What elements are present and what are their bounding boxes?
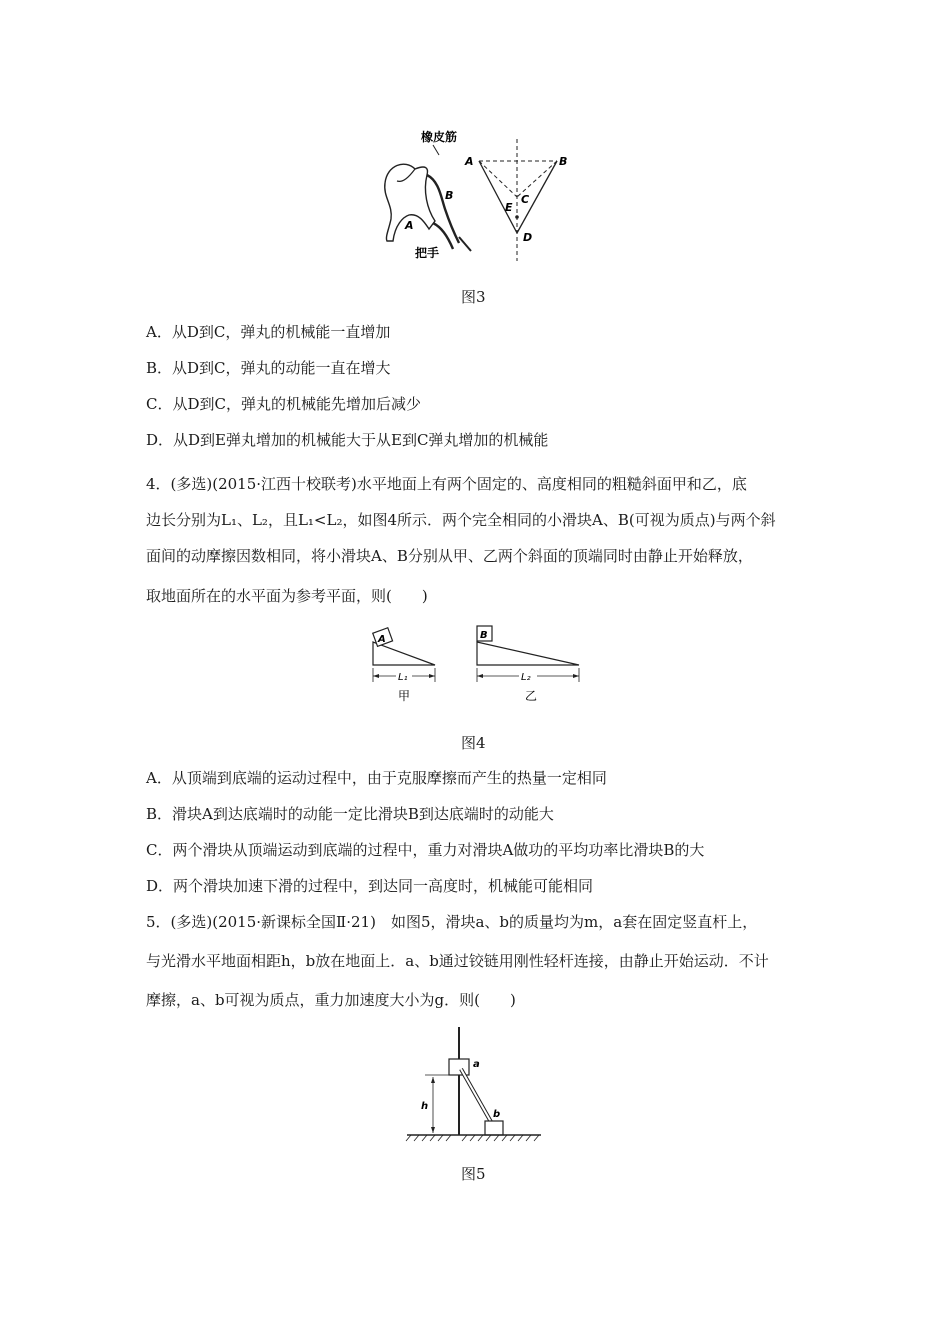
slider-a-label: a bbox=[473, 1059, 480, 1070]
q4-option-a: A．从顶端到底端的运动过程中，由于克服摩擦而产生的热量一定相同 bbox=[146, 769, 607, 787]
height-h-label: h bbox=[421, 1101, 429, 1112]
handle-label: 把手 bbox=[415, 246, 440, 260]
slope-jia bbox=[373, 642, 435, 665]
triangle-label-d: D bbox=[523, 231, 533, 244]
figure-3-caption: 图3 bbox=[461, 288, 486, 306]
figure-5-caption: 图5 bbox=[461, 1165, 486, 1183]
rubber-band-label: 橡皮筋 bbox=[421, 130, 458, 144]
length-l2-label: L₂ bbox=[521, 672, 531, 683]
slider-b-label: b bbox=[493, 1109, 501, 1120]
length-l1-label: L₁ bbox=[398, 672, 408, 683]
q3-option-b: B．从D到C，弹丸的动能一直在增大 bbox=[146, 359, 391, 377]
triangle-label-e: E bbox=[505, 201, 513, 214]
block-a-label: A bbox=[378, 634, 386, 645]
slider-b bbox=[485, 1121, 503, 1135]
triangle-label-b: B bbox=[559, 155, 568, 168]
q4-option-d: D．两个滑块加速下滑的过程中，到达同一高度时，机械能可能相同 bbox=[146, 877, 594, 895]
figure-4-diagram bbox=[365, 620, 590, 710]
slope-yi bbox=[477, 642, 579, 665]
block-b-label: B bbox=[480, 630, 488, 641]
slingshot-label-b: B bbox=[445, 189, 454, 202]
q4-option-b: B．滑块A到达底端时的动能一定比滑块B到达底端时的动能大 bbox=[146, 805, 554, 823]
slingshot-label-a: A bbox=[405, 219, 414, 232]
slider-a bbox=[449, 1059, 469, 1075]
figure-4-caption: 图4 bbox=[461, 734, 486, 752]
q4-stem-line-4: 取地面所在的水平面为参考平面，则( ) bbox=[146, 587, 428, 605]
q3-option-d: D．从D到E弹丸增加的机械能大于从E到C弹丸增加的机械能 bbox=[146, 431, 549, 449]
q3-option-a: A．从D到C，弹丸的机械能一直增加 bbox=[146, 323, 391, 341]
figure-5-diagram bbox=[405, 1025, 545, 1150]
q3-option-c: C．从D到C，弹丸的机械能先增加后减少 bbox=[146, 395, 421, 413]
q4-stem-line-3: 面间的动摩擦因数相同，将小滑块A、B分别从甲、乙两个斜面的顶端同时由静止开始释放， bbox=[146, 547, 753, 565]
q5-stem-line-2: 与光滑水平地面相距h，b放在地面上．a、b通过铰链用刚性轻杆连接，由静止开始运动．不计 bbox=[146, 952, 769, 970]
q4-stem-line-2: 边长分别为L₁、L₂，且L₁<L₂，如图4所示．两个完全相同的小滑块A、B(可视为质点)与两个斜 bbox=[146, 511, 776, 529]
q4-option-c: C．两个滑块从顶端运动到底端的过程中，重力对滑块A做功的平均功率比滑块B的大 bbox=[146, 841, 705, 859]
label-jia: 甲 bbox=[398, 689, 411, 703]
triangle-label-a: A bbox=[465, 155, 474, 168]
label-yi: 乙 bbox=[525, 689, 538, 703]
q5-stem-line-3: 摩擦，a、b可视为质点，重力加速度大小为g．则( ) bbox=[146, 991, 516, 1009]
q5-stem-line-1: 5．(多选)(2015·新课标全国Ⅱ·21) 如图5，滑块a、b的质量均为m，a套在固定竖直杆上， bbox=[146, 913, 758, 931]
triangle-label-c: C bbox=[521, 193, 530, 206]
figure-3-diagram bbox=[375, 125, 590, 265]
q4-stem-line-1: 4．(多选)(2015·江西十校联考)水平地面上有两个固定的、高度相同的粗糙斜面甲和乙，底 bbox=[146, 475, 747, 493]
